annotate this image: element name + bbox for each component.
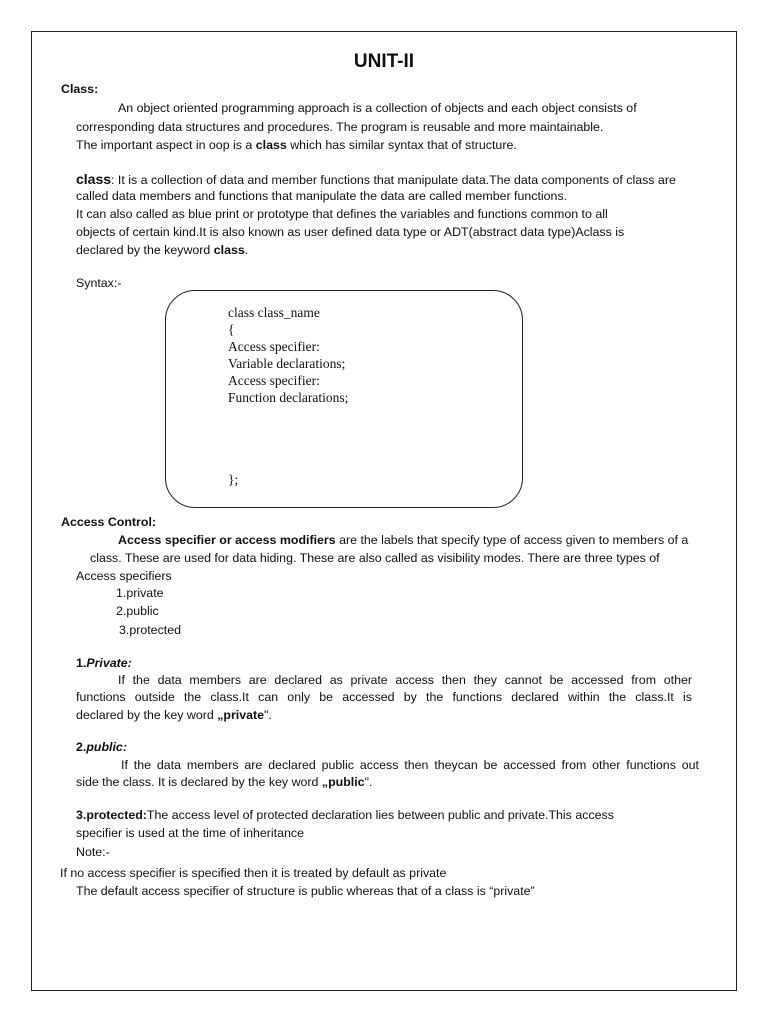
public-line2: side the class. It is declared by the key word „public". (76, 775, 373, 789)
private-line1: If the data members are declared as private access then they cannot be accessed from other (118, 673, 692, 687)
access-control-line1: Access specifier or access modifiers are the labels that specify type of access given to members of a (118, 533, 689, 547)
public-heading: 2.public: (76, 740, 127, 754)
private-line2: functions outside the class.It can only be accessed by the functions declared within the class.It is (76, 690, 692, 704)
class-definition-line2: called data members and functions that manipulate the data are called member functions. (76, 189, 568, 203)
private-heading: 1.Private: (76, 656, 132, 670)
syntax-label: Syntax:- (76, 276, 122, 290)
code-line: Function declarations; (228, 390, 349, 405)
code-line: Access specifier: (228, 373, 320, 388)
class-definition-line3: It can also called as blue print or prototype that defines the variables and functions common to all (76, 207, 608, 221)
protected-line1: 3.protected:The access level of protected declaration lies between public and private.This access (76, 808, 614, 822)
code-line: class class_name (228, 305, 320, 320)
code-line: { (228, 322, 235, 337)
protected-line2: specifier is used at the time of inheritance (76, 826, 304, 840)
page-title: UNIT-II (353, 51, 415, 72)
code-line: Variable declarations; (228, 356, 346, 371)
note-label: Note:- (76, 845, 110, 859)
access-list-item: 1.private (116, 586, 164, 600)
access-control-line2: class. These are used for data hiding. These are also called as visibility modes. There are three types of (90, 551, 660, 565)
code-closing: }; (228, 472, 239, 487)
access-control-heading: Access Control: (61, 515, 157, 529)
class-intro-line3: The important aspect in oop is a class which has similar syntax that of structure. (76, 138, 517, 152)
public-line1: If the data members are declared public access then theycan be accessed from other functions out (121, 758, 699, 772)
access-control-line3: Access specifiers (76, 569, 172, 583)
class-definition-line5: declared by the keyword class. (76, 243, 249, 257)
class-intro-line1: An object oriented programming approach is a collection of objects and each object consists of (118, 101, 637, 115)
note-line1: If no access specifier is specified then it is treated by default as private (60, 866, 447, 880)
class-heading: Class: (61, 82, 99, 96)
class-definition-line1: class: It is a collection of data and member functions that manipulate data.The data components of class are (76, 171, 676, 187)
note-line2: The default access specifier of structure is public whereas that of a class is “private” (76, 884, 535, 898)
class-definition-line4: objects of certain kind.It is also known as user defined data type or ADT(abstract data type)Aclass is (76, 225, 625, 239)
private-line3: declared by the key word „private". (76, 708, 272, 722)
code-line: Access specifier: (228, 339, 320, 354)
class-intro-line2: corresponding data structures and procedures. The program is reusable and more maintainable. (76, 120, 604, 134)
access-list-item: 3.protected (119, 623, 181, 637)
access-list-item: 2.public (116, 604, 159, 618)
